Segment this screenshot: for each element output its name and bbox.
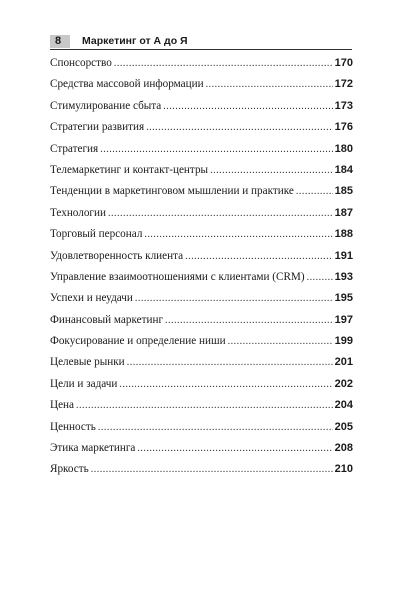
toc-entry: [50, 117, 353, 138]
dot-leader: [135, 288, 333, 309]
running-title: Маркетинг от А до Я: [82, 35, 188, 47]
toc-entry: [50, 96, 353, 117]
toc-entry-title: Стратегия: [50, 142, 99, 155]
header-rule: [50, 49, 352, 50]
toc-entry-page: 195: [334, 292, 353, 305]
dot-leader: [228, 331, 333, 352]
toc-entry-title: Управление взаимоотношениями с клиентами (CRM): [50, 270, 305, 283]
toc-entry-title: Стратегии развития: [50, 121, 145, 134]
toc-entry-page: 201: [334, 356, 353, 369]
toc-entry-title: Спонсорство: [50, 57, 112, 69]
toc-entry-title: Телемаркетинг и контакт-центры: [50, 163, 209, 176]
toc-entry: [50, 374, 353, 395]
toc-entry-title: Ценность: [50, 420, 96, 433]
toc-entry-page: 197: [334, 313, 353, 326]
toc-entry-title: Тенденции в маркетинговом мышлении и практике: [50, 185, 294, 198]
toc-entry: [50, 459, 353, 480]
dot-leader: [165, 310, 333, 331]
toc-entry-title: Технологии: [50, 206, 106, 219]
toc-entry-page: 187: [334, 206, 353, 219]
dot-leader: [185, 246, 333, 267]
dot-leader: [98, 417, 333, 438]
toc-entry: [50, 74, 353, 95]
toc-entry: [50, 352, 353, 373]
toc-entry-page: 173: [334, 99, 353, 112]
toc-entry-title: Стимулирование сбыта: [50, 99, 162, 112]
dot-leader: [296, 181, 333, 202]
toc-entry-title: Удовлетворенность клиента: [50, 249, 184, 262]
toc-entry: [50, 310, 353, 331]
toc-entry: [50, 331, 353, 352]
dot-leader: [210, 160, 333, 181]
toc-entry: [50, 417, 353, 438]
dot-leader: [144, 224, 332, 245]
page-number: 8: [50, 35, 70, 48]
toc-entry-title: Цена: [50, 399, 74, 412]
dot-leader: [100, 139, 332, 160]
toc-entry: [50, 246, 353, 267]
toc-entry-title: Этика маркетинга: [50, 442, 136, 455]
dot-leader: [91, 459, 333, 480]
dot-leader: [108, 203, 333, 224]
toc-entry-page: 191: [334, 249, 353, 262]
toc-entry-title: Финансовый маркетинг: [50, 313, 164, 326]
toc-entry: [50, 224, 353, 245]
toc-entry-title: Целевые рынки: [50, 356, 125, 369]
toc-entry: [50, 139, 353, 160]
toc-entry-page: 202: [334, 377, 353, 390]
toc-entry-page: 184: [334, 163, 353, 176]
toc-entry-page: 193: [334, 270, 353, 283]
toc-entry: [50, 203, 353, 224]
toc-entry: [50, 181, 353, 202]
toc-entry-page: 180: [334, 142, 353, 155]
dot-leader: [76, 395, 333, 416]
dot-leader: [119, 374, 332, 395]
toc-entry-title: Фокусирование и определение ниши: [50, 335, 226, 348]
toc-entry-page: 172: [334, 78, 353, 91]
dot-leader: [163, 96, 332, 117]
page-header: [50, 35, 352, 49]
toc-entry: [50, 395, 353, 416]
toc-entry: [50, 288, 353, 309]
toc-entry-page: 208: [334, 442, 353, 455]
dot-leader: [307, 267, 333, 288]
toc-entry-page: 199: [334, 335, 353, 348]
toc-entry-page: 204: [334, 399, 353, 412]
dot-leader: [146, 117, 333, 138]
dot-leader: [206, 74, 333, 95]
toc-entry-title: Яркость: [50, 463, 89, 476]
toc-entry-page: 205: [334, 420, 353, 433]
toc-entry: [50, 438, 353, 459]
toc-entry-title: Торговый персонал: [50, 228, 143, 241]
toc-entry-title: Средства массовой информации: [50, 78, 204, 91]
toc-entry: [50, 160, 353, 181]
toc-entry-title: Успехи и неудачи: [50, 292, 133, 305]
toc-entry-page: 210: [334, 463, 353, 476]
toc-entry-page: 170: [334, 57, 353, 69]
table-of-contents: [50, 53, 353, 481]
dot-leader: [114, 53, 333, 74]
toc-entry-page: 185: [334, 185, 353, 198]
dot-leader: [137, 438, 332, 459]
toc-entry-page: 188: [334, 228, 353, 241]
toc-entry-title: Цели и задачи: [50, 377, 118, 390]
dot-leader: [127, 352, 333, 373]
toc-entry-page: 176: [334, 121, 353, 134]
toc-entry: [50, 53, 353, 74]
toc-entry: [50, 267, 353, 288]
